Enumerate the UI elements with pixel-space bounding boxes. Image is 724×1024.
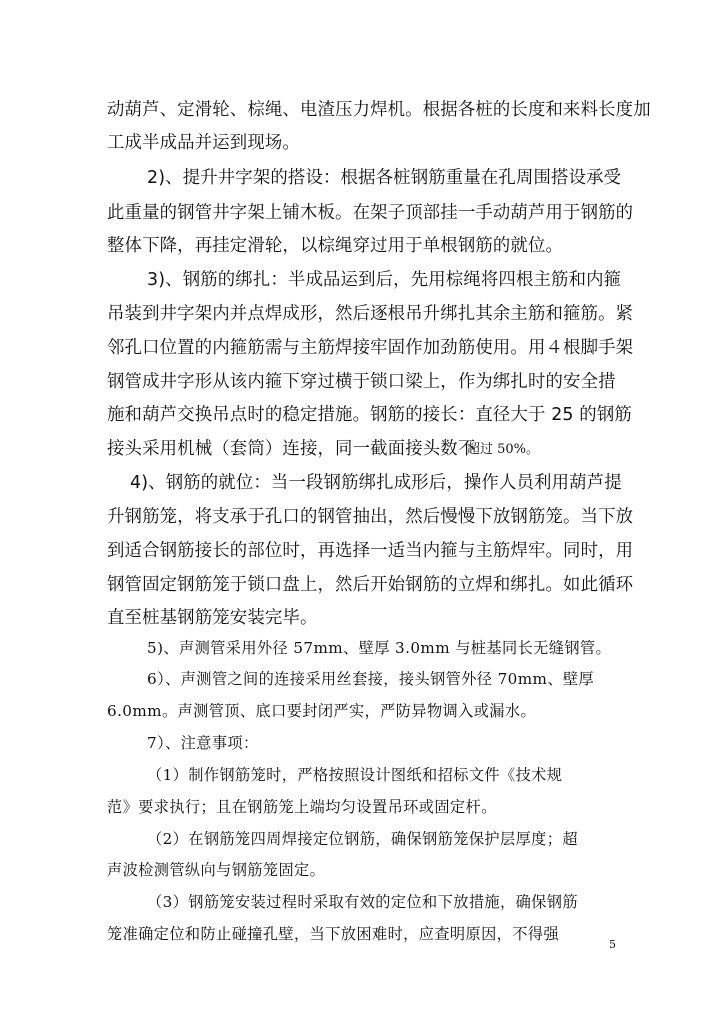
text-line: 钢管成井字形从该内箍下穿过横于锁口梁上，作为绑扎时的安全措 <box>107 372 616 392</box>
text-line: 到适合钢筋接长的部位时，再选择一适当内箍与主筋焊牢。同时，用 <box>107 541 634 561</box>
text-line: 升钢筋笼，将支承于孔口的钢管抽出，然后慢慢下放钢筋笼。当下放 <box>107 507 634 527</box>
text-line: 6）、声测管之间的连接采用丝套接，接头钢管外径 70mm、壁厚 <box>147 670 595 688</box>
text-line: 2)、提升井字架的搭设：根据各桩钢筋重量在孔周围搭设承受 <box>147 168 622 188</box>
text-line: 笼准确定位和防止碰撞孔壁，当下放困难时，应查明原因，不得强 <box>107 925 560 943</box>
text-line-suffix: 超过 50%。 <box>467 442 540 457</box>
text-line: 3)、钢筋的绑扎：半成品运到后，先用棕绳将四根主筋和内箍 <box>147 270 622 290</box>
text-line: 吊装到井字架内并点焊成形，然后逐根吊升绑扎其余主筋和箍筋。紧 <box>107 304 634 324</box>
text-line: 动葫芦、定滑轮、棕绳、电渣压力焊机。根据各桩的长度和来料长度加 <box>107 100 651 120</box>
text-line: 接头采用机械（套筒）连接，同一截面接头数不 <box>107 439 476 459</box>
text-line: 直至桩基钢筋笼安装完毕。 <box>107 608 318 628</box>
text-line: 范》要求执行；且在钢筋笼上端均匀设置吊环或固定杆。 <box>107 798 497 816</box>
text-line: 钢管固定钢筋笼于锁口盘上，然后开始钢筋的立焊和绑扎。如此循环 <box>107 575 634 595</box>
page-number: 5 <box>609 938 616 951</box>
text-line: 4)、钢筋的就位：当一段钢筋绑扎成形后，操作人员利用葫芦提 <box>130 473 622 493</box>
text-line: （3）钢筋笼安装过程时采取有效的定位和下放措施，确保钢筋 <box>147 893 578 911</box>
text-line: 7）、注意事项： <box>147 734 259 752</box>
text-line: 工成半成品并运到现场。 <box>107 133 300 153</box>
text-line: 整体下降，再挂定滑轮，以棕绳穿过用于单根钢筋的就位。 <box>107 236 564 256</box>
text-line: 此重量的钢管井字架上铺木板。在架子顶部挂一手动葫芦用于钢筋的 <box>107 203 634 223</box>
text-line: （1）制作钢筋笼时，严格按照设计图纸和招标文件《技术规 <box>147 766 563 784</box>
text-line: 6.0mm。声测管顶、底口要封闭严实，严防异物调入或漏水。 <box>107 702 537 720</box>
text-line: （2）在钢筋笼四周焊接定位钢筋，确保钢筋笼保护层厚度；超 <box>147 830 578 848</box>
text-line: 声波检测管纵向与钢筋笼固定。 <box>107 861 326 879</box>
text-line: 5)、声测管采用外径 57mm、壁厚 3.0mm 与桩基同长无缝钢管。 <box>147 639 612 657</box>
text-line: 邻孔口位置的内箍筋需与主筋焊接牢固作加劲筋使用。用４根脚手架 <box>107 338 634 358</box>
text-line: 施和葫芦交换吊点时的稳定措施。钢筋的接长：直径大于 25 的钢筋 <box>107 405 632 425</box>
